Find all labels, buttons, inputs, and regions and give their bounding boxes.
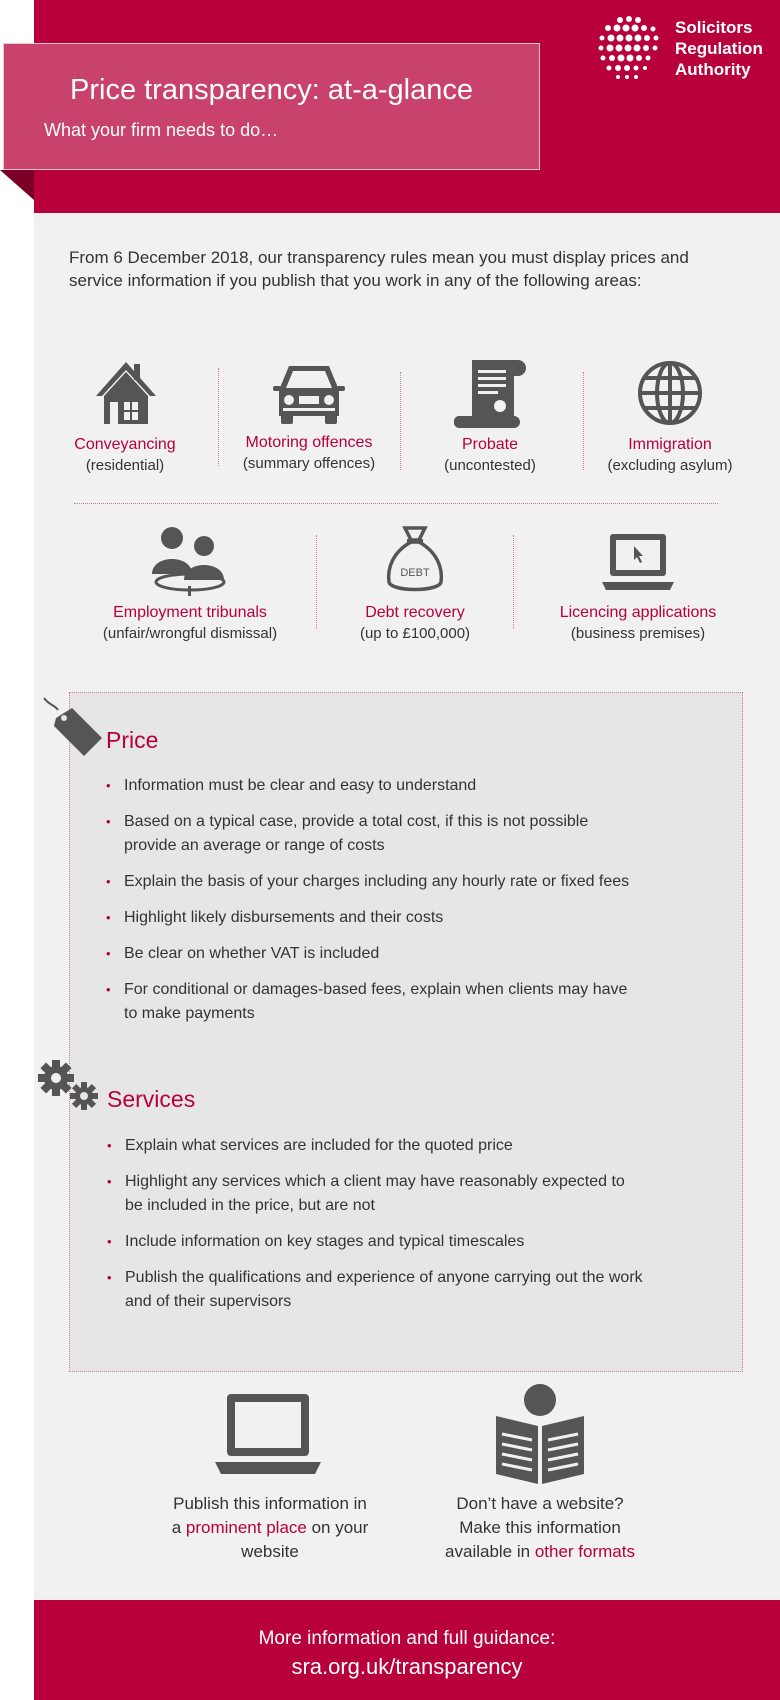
area-subtitle: (residential) — [85, 457, 165, 474]
page-subtitle: What your firm needs to do… — [44, 120, 279, 140]
logo-line: Regulation — [675, 39, 763, 58]
footer-text: More information and full guidance: — [258, 1628, 556, 1649]
area-conveyancing — [50, 352, 200, 474]
area-name: Debt recovery — [365, 604, 465, 621]
prominent-place-highlight: prominent place — [185, 1518, 307, 1537]
price-tag-icon — [42, 696, 104, 758]
area-immigration — [590, 352, 750, 474]
area-subtitle: (up to £100,000) — [359, 625, 471, 642]
list-item: • Include information on key stages and typical timescales — [105, 1230, 645, 1254]
laptop-icon — [600, 530, 676, 596]
area-employment-tribunals — [80, 520, 300, 642]
list-item: • Highlight any services which a client may have reasonably expected to be included in the price, but are not — [105, 1170, 645, 1218]
list-item: • Explain what services are included for the quoted price — [105, 1134, 645, 1158]
car-icon — [273, 360, 345, 426]
price-heading: Price — [106, 727, 159, 753]
page-title: Price transparency: at-a-glance — [70, 74, 473, 106]
publish-text: a — [171, 1518, 186, 1537]
area-name: Motoring offences — [245, 434, 373, 451]
dot-sphere-logo-icon — [596, 15, 666, 83]
logo-line: Authority — [675, 60, 751, 79]
other-formats-highlight: other formats — [534, 1542, 635, 1561]
area-subtitle: (business premises) — [570, 625, 706, 642]
publish-note — [140, 1492, 400, 1564]
globe-icon — [635, 358, 705, 428]
no-website-text: available in — [445, 1542, 535, 1561]
area-debt-recovery — [335, 520, 495, 642]
list-item: • Publish the qualifications and experience of anyone carrying out the work and of their supervisors — [105, 1266, 645, 1314]
list-item: • Based on a typical case, provide a total cost, if this is not possible provide an average or range of costs — [104, 810, 644, 858]
money-bag-icon — [385, 524, 445, 596]
footer-band — [34, 1600, 780, 1700]
list-item: • For conditional or damages-based fees, explain when clients may have to make payments — [104, 978, 644, 1026]
footer-link[interactable]: sra.org.uk/transparency — [291, 1654, 523, 1679]
no-website-note — [410, 1492, 670, 1564]
area-subtitle: (uncontested) — [444, 457, 536, 474]
area-name: Conveyancing — [74, 436, 176, 453]
area-name: Licencing applications — [559, 604, 717, 621]
publish-line — [140, 1516, 400, 1540]
no-website-line: Don’t have a website? — [456, 1494, 624, 1513]
area-subtitle: (unfair/wrongful dismissal) — [102, 625, 278, 642]
reading-person-icon — [492, 1382, 588, 1486]
divider — [400, 372, 401, 470]
area-subtitle: (excluding asylum) — [607, 457, 733, 474]
laptop-icon — [213, 1392, 323, 1482]
area-licencing-applications — [530, 520, 746, 642]
divider — [513, 535, 514, 629]
gears-icon — [36, 1058, 106, 1118]
list-item: • Highlight likely disbursements and their costs — [104, 906, 644, 930]
area-name: Probate — [461, 436, 519, 453]
row-divider — [74, 503, 718, 504]
services-list — [105, 1134, 645, 1314]
list-item: • Explain the basis of your charges including any hourly rate or fixed fees — [104, 870, 644, 894]
sra-logo — [596, 15, 776, 83]
area-subtitle: (summary offences) — [242, 455, 376, 472]
scroll-icon — [454, 358, 526, 428]
list-item: • Information must be clear and easy to understand — [104, 774, 644, 798]
publish-text: on your — [306, 1518, 369, 1537]
no-website-line: Make this information — [459, 1518, 621, 1537]
ribbon-fold — [0, 170, 34, 200]
divider — [583, 372, 584, 470]
logo-wordmark — [675, 17, 763, 80]
title-box — [3, 43, 540, 170]
publish-line: Publish this information in — [173, 1494, 367, 1513]
publish-line: website — [241, 1542, 299, 1561]
list-item: • Be clear on whether VAT is included — [104, 942, 644, 966]
services-heading: Services — [107, 1086, 196, 1112]
house-icon — [90, 358, 160, 428]
area-name: Immigration — [628, 436, 712, 453]
divider — [218, 368, 219, 466]
area-motoring-offences — [224, 350, 394, 472]
people-meeting-icon — [150, 524, 230, 596]
debt-label: DEBT — [400, 567, 430, 579]
price-list — [104, 774, 644, 1026]
no-website-line — [410, 1540, 670, 1564]
area-probate — [410, 352, 570, 474]
logo-line: Solicitors — [675, 18, 753, 37]
intro-text: From 6 December 2018, our transparency rules mean you must display prices and service information if you publish that you work in any of the following areas: — [69, 248, 689, 290]
area-name: Employment tribunals — [113, 604, 267, 621]
divider — [316, 535, 317, 629]
